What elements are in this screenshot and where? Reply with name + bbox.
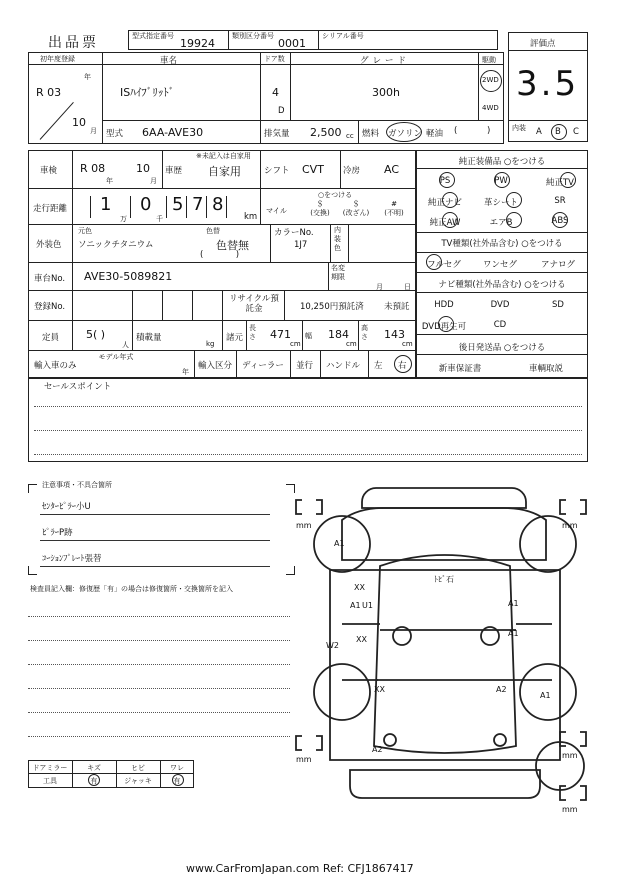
equip-airbag-circle <box>506 212 522 228</box>
ac-label: 冷房 <box>343 166 361 176</box>
dmg-label-5: XX <box>356 635 367 644</box>
equip-navi-circle <box>442 192 458 208</box>
ext-color-value: ソニックチタニウム <box>78 240 154 250</box>
first-reg-label: 初年度登録 <box>40 55 75 63</box>
legend-crack: ヒビ <box>131 764 145 772</box>
equip-ps-circle <box>439 172 455 188</box>
tampered-label: ＄ (改ざん) <box>342 200 370 217</box>
equip-aw: 純正AW <box>429 218 461 228</box>
color-change-bracket: ( ) <box>200 250 240 260</box>
size-label: 諸元 <box>226 333 244 343</box>
length-unit: cm <box>290 340 301 348</box>
inspection-month-unit: 月 <box>150 177 157 185</box>
model-cert-value: 19924 <box>180 37 215 50</box>
height-value: 143 <box>384 328 405 341</box>
handle-left: 左 <box>374 361 383 371</box>
load-label: 積載量 <box>136 333 162 343</box>
recycle-unpaid: 未預託 <box>384 302 410 312</box>
score-value: 3.5 <box>516 64 580 104</box>
chassis-label: 車台No. <box>34 274 66 284</box>
dealer-label: ディーラー <box>242 361 284 371</box>
dmg-label-8: XX <box>374 685 385 694</box>
navi-dvd-play-circle <box>438 316 454 332</box>
grade-label: グレード <box>360 56 411 66</box>
mm-unit-1: mm <box>296 521 312 530</box>
docs-title: 後日発送品 ○をつける <box>458 343 546 353</box>
equip-abs-circle <box>552 212 568 228</box>
light-oil-label: 軽油 <box>426 129 444 139</box>
legend-break: ワレ <box>170 764 184 772</box>
exchange-label: ＄ (交換) <box>310 200 330 217</box>
legend-tools-have: 有 <box>90 777 98 785</box>
recycle-label: リサイクル預託金 <box>229 294 279 314</box>
name-change-day: 日 <box>404 283 411 291</box>
dmg-label-12: A2 <box>372 745 383 754</box>
mm-unit-3: mm <box>296 755 312 764</box>
import-label: 輸入車のみ <box>34 361 77 371</box>
equip-tv-circle <box>560 172 576 188</box>
capacity-unit: 人 <box>122 341 129 349</box>
mm-unit-5: mm <box>562 805 578 814</box>
equip-navi: 純正ナビ <box>427 198 462 208</box>
int-color-label: 内装色 <box>334 226 341 252</box>
length-label: 長さ <box>249 324 256 341</box>
equip-leather-circle <box>506 192 522 208</box>
legend-tools: 工具 <box>43 777 57 785</box>
import-type-label: 輸入区分 <box>198 361 233 371</box>
interior-label: 内装 <box>512 124 526 132</box>
inspection-year: R 08 <box>80 162 106 175</box>
mileage-digit-4: 7 <box>192 194 204 215</box>
inspection-month: 10 <box>136 162 150 175</box>
navi-dvd-play: DVD再生可 <box>421 322 467 332</box>
mileage-km: km <box>244 212 258 222</box>
mileage-man: 万 <box>120 215 127 223</box>
equip-tv: 純正TV <box>545 178 574 188</box>
model-cert-label: 型式指定番号 <box>132 32 174 40</box>
name-change-month: 月 <box>376 283 383 291</box>
parallel-label: 並行 <box>296 361 314 371</box>
navi-cd: CD <box>493 320 507 330</box>
load-unit: kg <box>206 340 215 348</box>
note-line-1: ｾﾝﾀｰﾋﾟﾗｰ小U <box>42 502 91 512</box>
navi-hdd: HDD <box>434 300 454 310</box>
first-reg-month: 10 <box>72 116 86 129</box>
equip-abs: ABS <box>551 216 569 226</box>
height-unit: cm <box>402 340 413 348</box>
equip-sr: SR <box>554 196 566 206</box>
shift-label: シフト <box>264 166 290 176</box>
ext-color-sub: 元色 <box>78 227 92 235</box>
equip-airbag: エアB <box>489 218 513 228</box>
interior-a: A <box>536 127 542 137</box>
equip-ps: PS <box>439 176 451 186</box>
navi-dvd: DVD <box>490 300 510 310</box>
width-unit: cm <box>346 340 357 348</box>
score-label: 評価点 <box>530 39 556 49</box>
sales-label: セールスポイント <box>44 382 112 392</box>
year-suffix: 年 <box>84 73 91 81</box>
light-oil-bracket: ( ) <box>454 126 491 136</box>
dmg-label-1: A1 <box>334 539 345 548</box>
model-year-label: モデル年式 <box>98 353 134 361</box>
equip-aw-circle <box>442 212 458 228</box>
ac-value: AC <box>384 163 400 176</box>
inspection-year-unit: 年 <box>106 177 113 185</box>
width-label: 幅 <box>305 332 312 340</box>
reg-label: 登録No. <box>34 302 66 312</box>
navi-sd: SD <box>552 300 564 310</box>
dmg-label-6: W2 <box>326 641 339 650</box>
mileage-digit-1: 1 <box>100 194 112 215</box>
name-value: ISﾊｲﾌﾞﾘｯﾄﾞ <box>120 86 175 99</box>
notes-label: 注意事項・不具合箇所 <box>42 481 112 489</box>
ext-color-label: 外装色 <box>36 240 62 250</box>
mm-unit-2: mm <box>562 521 578 530</box>
recycle-value: 10,250円預託済 <box>300 302 364 312</box>
sales-block <box>28 378 588 462</box>
mileage-sen: 千 <box>156 215 163 223</box>
capacity-value: 5( ) <box>86 328 106 341</box>
doors-label: ドア数 <box>264 55 285 63</box>
dmg-label-9: A1 <box>508 629 519 638</box>
genuine-title: 純正装備品 ○をつける <box>458 157 546 167</box>
interior-b: B <box>555 127 561 137</box>
dmg-label-2: XX <box>354 583 365 592</box>
note-line-2: ﾋﾟﾗｰP跡 <box>42 528 73 538</box>
history-label: 車歴 <box>165 166 183 176</box>
mm-unit-4: mm <box>562 751 578 760</box>
dmg-label-10: A2 <box>496 685 507 694</box>
first-reg-year: R 03 <box>36 86 62 99</box>
fuel-label: 燃料 <box>362 129 380 139</box>
car-damage-diagram <box>290 470 610 820</box>
legend-jack: ジャッキ <box>124 777 152 785</box>
category-value: 0001 <box>278 37 306 50</box>
inspector-note: 検査員記入欄：修復歴「有」の場合は修復箇所・交換箇所を記入 <box>30 585 233 593</box>
dmg-label-4: U1 <box>362 601 373 610</box>
equip-pw-circle <box>494 172 510 188</box>
color-change-value: 色替無 <box>216 239 249 252</box>
shift-value: CVT <box>302 163 324 176</box>
color-no-value: 1J7 <box>294 240 308 250</box>
legend-jack-have: 有 <box>173 777 181 785</box>
displacement-label: 排気量 <box>264 129 290 139</box>
docs-manual: 車輌取説 <box>528 364 563 374</box>
displacement-value: 2,500 <box>310 126 342 139</box>
history-note: ※未記入は自家用 <box>196 152 251 160</box>
name-label: 車名 <box>160 56 178 66</box>
height-label: 高さ <box>361 324 368 341</box>
handle-right: 右 <box>398 361 407 371</box>
model-year-unit: 年 <box>182 368 189 376</box>
doors-type: D <box>278 106 285 116</box>
chassis-value: AVE30-5089821 <box>84 270 173 283</box>
tv-analog: アナログ <box>540 260 575 270</box>
doors-value: 4 <box>272 86 279 99</box>
inspection-label: 車検 <box>40 166 58 176</box>
mark-note: ○をつける <box>318 191 353 199</box>
name-change-label: 名変期限 <box>331 264 345 281</box>
fuel-value: ガソリン <box>388 129 423 139</box>
equip-pw: PW <box>494 176 508 186</box>
drive-label: 駆動 <box>482 56 496 64</box>
drive-2wd: 2WD <box>482 76 499 84</box>
note-line-3: ｺｰｼｮﾝﾌﾟﾚｰﾄ張替 <box>42 554 102 564</box>
category-label: 類別区分番号 <box>232 32 274 40</box>
dmg-label-13: ﾄﾋﾞ石 <box>434 575 454 584</box>
serial-label: シリアル番号 <box>322 32 364 40</box>
length-value: 471 <box>270 328 291 341</box>
dmg-label-3: A1 <box>350 601 361 610</box>
color-no-label: カラーNo. <box>274 228 314 238</box>
tv-one: ワンセグ <box>482 260 517 270</box>
width-value: 184 <box>328 328 349 341</box>
month-suffix: 月 <box>90 127 97 135</box>
navi-title: ナビ種類(社外品含む) ○をつける <box>438 280 566 290</box>
mileage-digit-3: 5 <box>172 194 184 215</box>
tv-full-circle <box>426 254 442 270</box>
unknown-label: # (不明) <box>384 200 404 217</box>
form-title: 出品票 <box>48 35 99 51</box>
legend-mirror: ドアミラー <box>32 764 68 772</box>
equip-leather: 革シート <box>483 198 518 208</box>
handle-label: ハンドル <box>326 361 361 371</box>
mileage-digit-5: 8 <box>212 194 224 215</box>
dmg-label-7: A1 <box>508 599 519 608</box>
tv-full: フルセグ <box>427 260 461 270</box>
docs-warranty: 新車保証書 <box>438 364 482 374</box>
tv-title: TV種類(社外品含む) ○をつける <box>441 239 563 249</box>
drive-4wd: 4WD <box>482 104 499 112</box>
model-value: 6AA-AVE30 <box>142 126 204 139</box>
capacity-label: 定員 <box>42 333 60 343</box>
dmg-label-11: A1 <box>540 691 551 700</box>
cc-unit: cc <box>346 132 354 140</box>
grade-value: 300h <box>372 86 400 99</box>
model-label: 型式 <box>106 129 124 139</box>
history-value: 自家用 <box>208 165 241 178</box>
legend-scratch: キズ <box>87 764 101 772</box>
mileage-digit-2: 0 <box>140 194 152 215</box>
color-change-label: 色替 <box>206 227 220 235</box>
mile-label: マイル <box>266 207 287 215</box>
interior-c: C <box>573 127 579 137</box>
mileage-label: 走行距離 <box>33 204 68 214</box>
footer-ref: www.CarFromJapan.com Ref: CFJ1867417 <box>186 862 414 875</box>
